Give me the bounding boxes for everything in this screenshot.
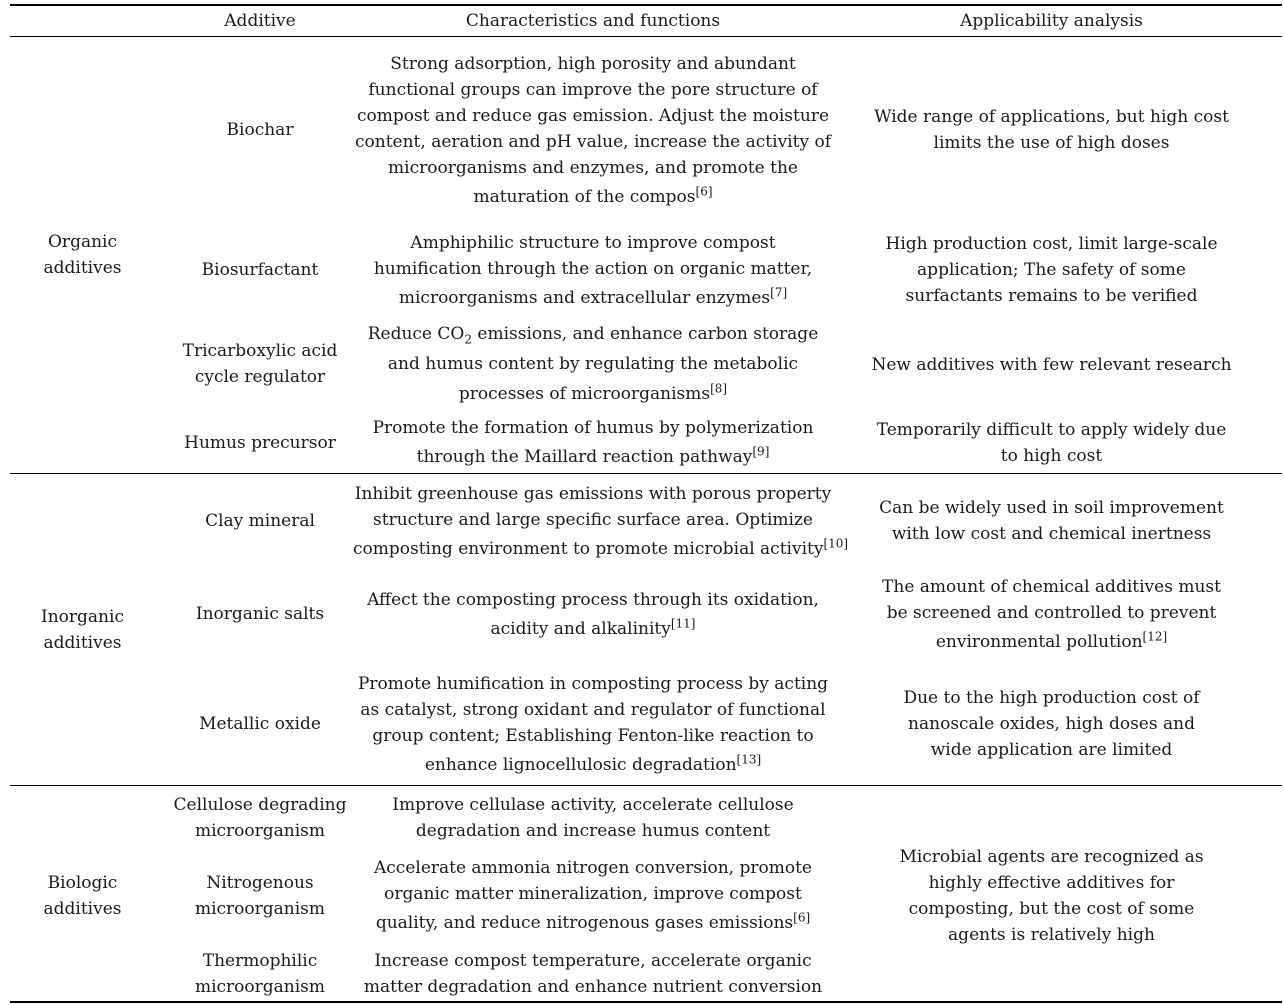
text-line: Nitrogenous xyxy=(206,873,314,893)
header-rule xyxy=(10,36,1282,37)
text-line: humification through the action on organic matter, xyxy=(373,259,813,279)
text-line: degradation and increase humus content xyxy=(415,821,771,841)
characteristics-biochar xyxy=(353,51,833,210)
text-line: structure and large specific surface area. Optimize xyxy=(373,510,813,530)
text-line: application; The safety of some xyxy=(917,260,1186,280)
citation: [13] xyxy=(736,752,762,767)
header-additive: Additive xyxy=(224,11,296,31)
text-line xyxy=(353,444,833,470)
text-line: as catalyst, strong oxidant and regulator of functional xyxy=(360,700,826,720)
citation: [9] xyxy=(752,444,770,459)
inorganic-biologic-rule xyxy=(10,785,1282,786)
text-line: organic matter mineralization, improve compost xyxy=(384,884,802,904)
text-line: matter degradation and enhance nutrient conversion xyxy=(363,977,823,997)
group-biologic xyxy=(10,870,155,922)
citation: [7] xyxy=(770,285,788,300)
additive-clay-mineral: Clay mineral xyxy=(205,511,315,531)
group-inorganic-line2: additives xyxy=(43,633,122,653)
text-line: Temporarily difficult to apply widely due xyxy=(876,420,1227,440)
text-line xyxy=(353,752,833,778)
citation: [6] xyxy=(793,910,811,925)
citation: [11] xyxy=(670,616,696,631)
text-span: quality, and reduce nitrogenous gases emissions xyxy=(375,913,794,933)
additive-humus-precursor: Humus precursor xyxy=(184,433,336,453)
group-organic-line1: Organic xyxy=(48,232,117,252)
applicability-biologic xyxy=(850,844,1253,948)
bottom-rule xyxy=(10,1001,1282,1003)
text-span: Reduce CO xyxy=(367,324,465,344)
group-biologic-line2: additives xyxy=(43,899,122,919)
text-line: Amphiphilic structure to improve compost xyxy=(410,233,776,253)
text-line: group content; Establishing Fenton-like reaction to xyxy=(372,726,814,746)
text-line: wide application are limited xyxy=(930,740,1173,760)
text-span: processes of microorganisms xyxy=(458,384,711,404)
group-inorganic xyxy=(10,604,155,656)
header-characteristics: Characteristics and functions xyxy=(465,11,721,31)
additive-biosurfactant: Biosurfactant xyxy=(201,260,319,280)
additive-cellulose-degrading xyxy=(160,792,360,844)
text-line: Strong adsorption, high porosity and abundant xyxy=(390,54,796,74)
group-organic-line2: additives xyxy=(43,258,122,278)
additive-nitrogenous xyxy=(160,870,360,922)
characteristics-clay-mineral xyxy=(353,481,849,562)
text-line: and humus content by regulating the metabolic xyxy=(387,354,799,374)
subscript: 2 xyxy=(464,332,472,347)
text-line: Wide range of applications, but high cost xyxy=(874,107,1229,127)
characteristics-thermophilic xyxy=(353,948,833,1000)
text-line: Inhibit greenhouse gas emissions with porous property xyxy=(354,484,832,504)
text-span: microorganisms and extracellular enzymes xyxy=(398,288,771,308)
text-line: be screened and controlled to prevent xyxy=(886,603,1217,623)
text-line: to high cost xyxy=(1000,446,1103,466)
text-span: through the Maillard reaction pathway xyxy=(416,447,753,467)
text-line: microorganism xyxy=(194,821,326,841)
applicability-humus-precursor xyxy=(850,417,1253,469)
citation: [8] xyxy=(710,381,728,396)
text-line: cycle regulator xyxy=(194,367,326,387)
text-line: limits the use of high doses xyxy=(933,133,1170,153)
additive-biochar: Biochar xyxy=(226,120,294,140)
additive-thermophilic xyxy=(160,948,360,1000)
additive-tca-regulator xyxy=(160,338,360,390)
text-line: Improve cellulase activity, accelerate cellulose xyxy=(392,795,794,815)
text-line: Due to the high production cost of xyxy=(903,688,1200,708)
top-rule xyxy=(10,4,1282,6)
text-line xyxy=(353,910,833,936)
text-line: microorganism xyxy=(194,977,326,997)
applicability-metallic-oxide xyxy=(850,685,1253,763)
text-span: maturation of the compos xyxy=(473,187,696,207)
applicability-inorganic-salts xyxy=(850,574,1253,655)
text-line xyxy=(850,629,1253,655)
text-line: composting, but the cost of some xyxy=(908,899,1195,919)
additive-inorganic-salts: Inorganic salts xyxy=(195,604,325,624)
text-line: content, aeration and pH value, increase the activity of xyxy=(355,132,831,152)
text-line: Increase compost temperature, accelerate organic xyxy=(374,951,812,971)
applicability-biochar xyxy=(850,104,1253,156)
group-inorganic-line1: Inorganic xyxy=(41,607,124,627)
additive-metallic-oxide: Metallic oxide xyxy=(199,714,321,734)
text-line: Accelerate ammonia nitrogen conversion, promote xyxy=(374,858,812,878)
characteristics-biosurfactant xyxy=(353,230,833,311)
text-line: highly effective additives for xyxy=(928,873,1175,893)
text-line: Thermophilic xyxy=(202,951,318,971)
text-line: Can be widely used in soil improvement xyxy=(879,498,1224,518)
text-line: functional groups can improve the pore structure of xyxy=(368,80,818,100)
text-span: emissions, and enhance carbon storage xyxy=(471,324,819,344)
text-span: environmental pollution xyxy=(935,632,1143,652)
text-line: with low cost and chemical inertness xyxy=(891,524,1212,544)
text-line xyxy=(353,184,833,210)
characteristics-cellulose-degrading xyxy=(353,792,833,844)
citation: [6] xyxy=(695,184,713,199)
characteristics-tca-regulator xyxy=(353,321,833,407)
text-line xyxy=(353,285,833,311)
group-biologic-line1: Biologic xyxy=(47,873,118,893)
text-line: Affect the composting process through its oxidation, xyxy=(367,590,819,610)
text-line xyxy=(353,616,833,642)
text-line: Microbial agents are recognized as xyxy=(899,847,1204,867)
citation: [12] xyxy=(1142,629,1168,644)
text-line: microorganisms and enzymes, and promote the xyxy=(388,158,798,178)
applicability-clay-mineral xyxy=(850,495,1253,547)
text-line: High production cost, limit large-scale xyxy=(885,234,1218,254)
applicability-biosurfactant xyxy=(850,231,1253,309)
text-line: agents is relatively high xyxy=(948,925,1155,945)
text-line: Tricarboxylic acid xyxy=(182,341,338,361)
text-line: compost and reduce gas emission. Adjust the moisture xyxy=(356,106,830,126)
organic-inorganic-rule xyxy=(10,473,1282,474)
text-span: enhance lignocellulosic degradation xyxy=(424,755,737,775)
text-line xyxy=(353,321,833,347)
group-organic xyxy=(10,229,155,281)
text-line: microorganism xyxy=(194,899,326,919)
characteristics-nitrogenous xyxy=(353,855,833,936)
characteristics-inorganic-salts xyxy=(353,587,833,642)
header-applicability: Applicability analysis xyxy=(960,11,1143,31)
citation: [10] xyxy=(823,536,849,551)
text-line: Promote humification in composting process by acting xyxy=(357,674,829,694)
text-line: Promote the formation of humus by polymerization xyxy=(372,418,814,438)
text-line: The amount of chemical additives must xyxy=(882,577,1221,597)
text-line: surfactants remains to be verified xyxy=(905,286,1198,306)
characteristics-metallic-oxide xyxy=(353,671,833,778)
applicability-tca-regulator: New additives with few relevant research xyxy=(871,355,1232,375)
text-line xyxy=(353,381,833,407)
text-span: composting environment to promote microbial activity xyxy=(353,539,824,559)
text-line: Cellulose degrading xyxy=(173,795,347,815)
text-line: nanoscale oxides, high doses and xyxy=(908,714,1195,734)
text-line xyxy=(353,536,849,562)
characteristics-humus-precursor xyxy=(353,415,833,470)
text-span: acidity and alkalinity xyxy=(490,619,671,639)
